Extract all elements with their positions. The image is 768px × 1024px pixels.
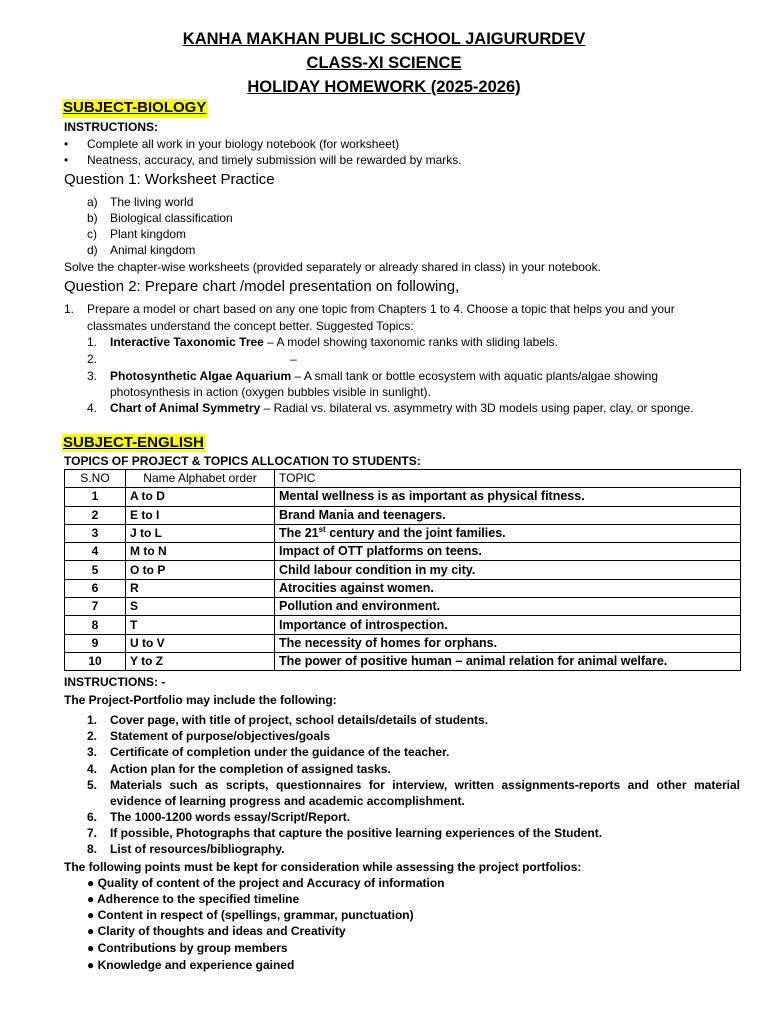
cell-topic: Mental wellness is as important as physical fitness. bbox=[275, 488, 741, 506]
assessment-item: ● Adherence to the specified timeline bbox=[87, 892, 300, 906]
cell-sno: 1 bbox=[65, 488, 126, 506]
cell-range: A to D bbox=[126, 488, 275, 506]
portfolio-item: The 1000-1200 words essay/Script/Report. bbox=[110, 810, 351, 824]
q2-topic bbox=[290, 351, 297, 367]
q2-intro-line-2: classmates understand the concept better. Suggested Topics: bbox=[87, 319, 414, 333]
cell-range: E to I bbox=[126, 506, 275, 524]
cell-range: U to V bbox=[126, 634, 275, 652]
header-sno: S.NO bbox=[65, 470, 126, 488]
cell-sno: 9 bbox=[65, 634, 126, 652]
cell-range: R bbox=[126, 579, 275, 597]
biology-instructions-label: INSTRUCTIONS: bbox=[64, 120, 158, 134]
table-row bbox=[65, 488, 741, 506]
list-marker: 2. bbox=[87, 352, 98, 366]
topic-title: Interactive Taxonomic Tree bbox=[110, 335, 264, 349]
cell-sno: 4 bbox=[65, 543, 126, 561]
english-instructions-label: INSTRUCTIONS: - bbox=[64, 675, 166, 689]
portfolio-item: If possible, Photographs that capture the positive learning experiences of the Student. bbox=[110, 826, 603, 840]
table-row bbox=[65, 616, 741, 634]
topic-title: Chart of Animal Symmetry bbox=[110, 401, 261, 415]
q2-intro-line-1: Prepare a model or chart based on any one topic from Chapters 1 to 4. Choose a topic that helps you and your bbox=[87, 302, 675, 316]
bullet-icon: • bbox=[64, 153, 69, 167]
portfolio-item: Certificate of completion under the guidance of the teacher. bbox=[110, 745, 450, 759]
cell-topic: Pollution and environment. bbox=[275, 598, 741, 616]
portfolio-item: Action plan for the completion of assigned tasks. bbox=[110, 762, 391, 776]
cell-topic: Impact of OTT platforms on teens. bbox=[275, 543, 741, 561]
portfolio-item: Cover page, with title of project, school details/details of students. bbox=[110, 713, 489, 727]
assessment-item: ● Clarity of thoughts and ideas and Creativity bbox=[87, 924, 346, 938]
table-row bbox=[65, 561, 741, 579]
assessment-item: ● Content in respect of (spellings, grammar, punctuation) bbox=[87, 908, 414, 922]
table-header-row bbox=[65, 470, 741, 488]
cell-sno: 6 bbox=[65, 579, 126, 597]
list-marker: b) bbox=[87, 211, 98, 225]
portfolio-intro: The Project-Portfolio may include the following: bbox=[64, 693, 337, 707]
cell-topic: The power of positive human – animal relation for animal welfare. bbox=[275, 652, 741, 670]
list-marker: a) bbox=[87, 195, 98, 209]
cell-sno: 8 bbox=[65, 616, 126, 634]
assessment-item: ● Knowledge and experience gained bbox=[87, 958, 295, 972]
list-marker: 3. bbox=[87, 745, 98, 759]
q2-topic bbox=[110, 334, 558, 350]
list-marker: 5. bbox=[87, 778, 98, 792]
cell-range: J to L bbox=[126, 524, 275, 542]
topic-text: The 21 bbox=[279, 526, 319, 541]
cell-sno: 10 bbox=[65, 652, 126, 670]
cell-topic: Atrocities against women. bbox=[275, 579, 741, 597]
list-marker: c) bbox=[87, 227, 97, 241]
assessment-item: ● Contributions by group members bbox=[87, 941, 288, 955]
list-marker: 2. bbox=[87, 729, 98, 743]
cell-sno: 3 bbox=[65, 524, 126, 542]
topic-desc: – Radial vs. bilateral vs. asymmetry with 3D models using paper, clay, or sponge. bbox=[260, 401, 694, 415]
cell-range: M to N bbox=[126, 543, 275, 561]
q2-topic bbox=[110, 400, 694, 416]
list-marker: 1. bbox=[87, 713, 98, 727]
table-row bbox=[65, 598, 741, 616]
list-marker: d) bbox=[87, 243, 98, 257]
topic-text: century and the joint families. bbox=[325, 526, 506, 541]
q2-topic-continued: photosynthesis in action (oxygen bubbles visible in sunlight). bbox=[110, 385, 431, 399]
table-row bbox=[65, 524, 741, 542]
subject-biology-heading: SUBJECT-BIOLOGY bbox=[63, 99, 207, 116]
header-name-order: Name Alphabet order bbox=[126, 470, 275, 488]
portfolio-item: List of resources/bibliography. bbox=[110, 842, 285, 856]
cell-range: Y to Z bbox=[126, 652, 275, 670]
class-title: CLASS-XI SCIENCE bbox=[306, 54, 462, 72]
cell-topic: Brand Mania and teenagers. bbox=[275, 506, 741, 524]
topic-desc: – A model showing taxonomic ranks with sliding labels. bbox=[263, 335, 558, 349]
assessment-item: ● Quality of content of the project and Accuracy of information bbox=[87, 876, 445, 890]
question-1-heading: Question 1: Worksheet Practice bbox=[64, 171, 275, 188]
list-marker: 1. bbox=[87, 335, 98, 349]
cell-topic bbox=[275, 524, 741, 542]
q2-topic bbox=[110, 368, 658, 384]
q1-item: The living world bbox=[110, 195, 194, 209]
topic-superscript: st bbox=[318, 524, 326, 534]
list-marker: 4. bbox=[87, 401, 98, 415]
table-row bbox=[65, 506, 741, 524]
q1-item: Biological classification bbox=[110, 211, 233, 225]
cell-topic: Importance of introspection. bbox=[275, 616, 741, 634]
table-row bbox=[65, 543, 741, 561]
cell-sno: 7 bbox=[65, 598, 126, 616]
list-marker: 8. bbox=[87, 842, 98, 856]
topic-title: Photosynthetic Algae Aquarium bbox=[110, 369, 292, 383]
list-marker: 7. bbox=[87, 826, 98, 840]
list-marker: 1. bbox=[64, 302, 75, 316]
list-marker: 4. bbox=[87, 762, 98, 776]
list-marker: 3. bbox=[87, 369, 98, 383]
cell-topic: Child labour condition in my city. bbox=[275, 561, 741, 579]
cell-range: O to P bbox=[126, 561, 275, 579]
topics-table bbox=[64, 469, 741, 671]
topic-desc: – A small tank or bottle ecosystem with aquatic plants/algae showing bbox=[291, 369, 659, 383]
cell-range: T bbox=[126, 616, 275, 634]
table-row bbox=[65, 579, 741, 597]
list-marker: 6. bbox=[87, 810, 98, 824]
assessment-intro: The following points must be kept for consideration while assessing the project portfolios: bbox=[64, 860, 582, 874]
table-row bbox=[65, 634, 741, 652]
cell-range: S bbox=[126, 598, 275, 616]
cell-topic: The necessity of homes for orphans. bbox=[275, 634, 741, 652]
school-name: KANHA MAKHAN PUBLIC SCHOOL JAIGURURDEV bbox=[182, 30, 586, 48]
question-2-heading: Question 2: Prepare chart /model presentation on following, bbox=[64, 278, 460, 295]
subject-english-heading: SUBJECT-ENGLISH bbox=[63, 434, 204, 451]
topics-allocation-label: TOPICS OF PROJECT & TOPICS ALLOCATION TO STUDENTS: bbox=[64, 454, 421, 468]
topic-desc: – bbox=[290, 352, 297, 366]
portfolio-item: Materials such as scripts, questionnaires for interview, written assignments-reports and other material bbox=[110, 778, 740, 792]
q1-note: Solve the chapter-wise worksheets (provided separately or already shared in class) in your notebook. bbox=[64, 260, 601, 274]
q1-item: Animal kingdom bbox=[110, 243, 196, 257]
biology-instruction-2: Neatness, accuracy, and timely submission will be rewarded by marks. bbox=[87, 153, 462, 167]
table-row bbox=[65, 652, 741, 670]
homework-title: HOLIDAY HOMEWORK (2025-2026) bbox=[247, 78, 521, 96]
q1-item: Plant kingdom bbox=[110, 227, 187, 241]
cell-sno: 5 bbox=[65, 561, 126, 579]
portfolio-item-continued: evidence of learning progress and academic accomplishment. bbox=[110, 794, 465, 808]
cell-sno: 2 bbox=[65, 506, 126, 524]
portfolio-item: Statement of purpose/objectives/goals bbox=[110, 729, 331, 743]
biology-instruction-1: Complete all work in your biology notebook (for worksheet) bbox=[87, 137, 400, 151]
header-topic: TOPIC bbox=[275, 470, 741, 488]
bullet-icon: • bbox=[64, 137, 69, 151]
